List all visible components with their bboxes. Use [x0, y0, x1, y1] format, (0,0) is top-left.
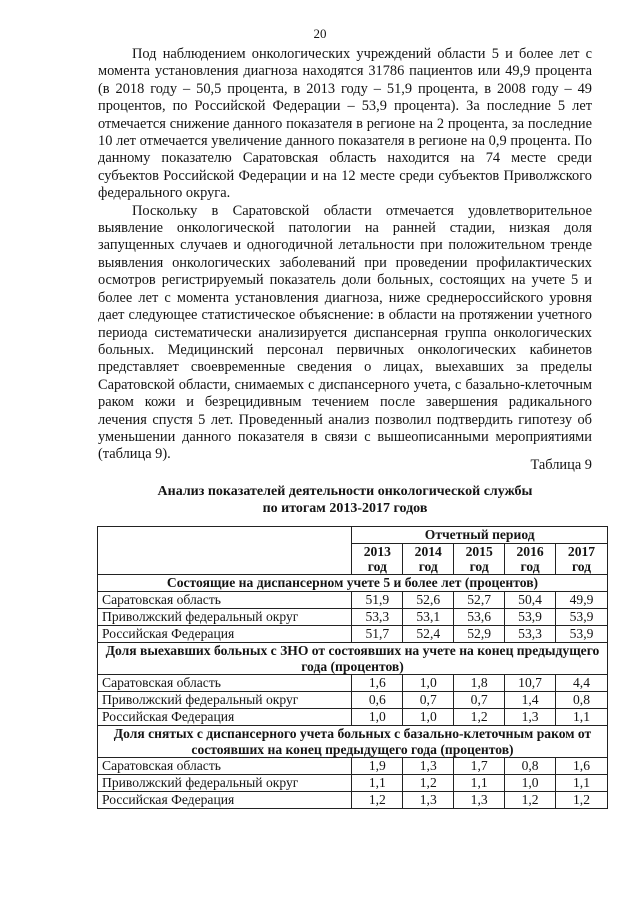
value-cell: 1,3 [403, 792, 454, 809]
value-cell: 1,2 [352, 792, 403, 809]
year-number: 2016 [516, 544, 544, 559]
period-header: Отчетный период [352, 527, 608, 544]
year-number: 2017 [567, 544, 596, 559]
value-cell: 1,1 [556, 775, 608, 792]
table-row [98, 692, 608, 709]
row-label: Саратовская область [98, 758, 352, 775]
value-cell: 0,8 [505, 758, 556, 775]
value-cell: 1,0 [403, 709, 454, 726]
row-label: Приволжский федеральный округ [98, 609, 352, 626]
value-cell: 53,1 [403, 609, 454, 626]
value-cell: 51,7 [352, 626, 403, 643]
table-row [98, 592, 608, 609]
value-cell: 51,9 [352, 592, 403, 609]
value-cell: 53,3 [505, 626, 556, 643]
year-suffix: год [520, 559, 540, 574]
table-row [98, 792, 608, 809]
value-cell: 1,2 [454, 709, 505, 726]
section-title: Доля снятых с диспансерного учета больных с базально-клеточным раком от состоявших на конец предыдущего года (процентов) [98, 726, 608, 758]
table-row [98, 626, 608, 643]
year-header [352, 544, 403, 575]
row-label: Приволжский федеральный округ [98, 775, 352, 792]
table-body [98, 527, 608, 809]
value-cell: 52,6 [403, 592, 454, 609]
value-cell: 1,4 [505, 692, 556, 709]
paragraph: Поскольку в Саратовской области отмечается удовлетворительное выявление онкологической патологии на ранней стадии, низкая доля запущенных случаев и одногодичной летальности при положительном тренде выявления онкологических заболеваний при проведении профилактических осмотров регистрируемый показатель доли больных, состоящих на учете 5 и более лет с момента установления диагноза, ниже среднероссийского уровня дает следующее статистическое объяснение: в области на протяжении учетного периода систематически анализируется диспансерная группа онкологических больных. Медицинский персонал первичных онкологических кабинетов представляет своевременные сведения о лицах, выехавших за пределы Саратовской области, снимаемых с диспансерного учета, с базально-клеточным раком кожи и безрецидивным течением после завершения радикального лечения спустя 5 лет. Проведенный анализ позволил подтвердить гипотезу об уменьшении данного показателя в связи с вышеописанными мероприятиями (таблица 9). [98, 202, 592, 463]
value-cell: 53,6 [454, 609, 505, 626]
value-cell: 1,3 [454, 792, 505, 809]
row-label: Российская Федерация [98, 792, 352, 809]
year-suffix: год [367, 559, 387, 574]
value-cell: 1,3 [505, 709, 556, 726]
table-row [98, 709, 608, 726]
value-cell: 49,9 [556, 592, 608, 609]
value-cell: 1,1 [454, 775, 505, 792]
value-cell: 53,9 [556, 609, 608, 626]
section-title: Доля выехавших больных с ЗНО от состоявших на учете на конец предыдущего года (процентов) [98, 643, 608, 675]
value-cell: 1,9 [352, 758, 403, 775]
year-header [505, 544, 556, 575]
table-title [98, 483, 592, 517]
row-label: Саратовская область [98, 592, 352, 609]
section-header-row [98, 726, 608, 758]
year-header [454, 544, 505, 575]
section-header-row [98, 643, 608, 675]
value-cell: 1,2 [403, 775, 454, 792]
value-cell: 53,9 [556, 626, 608, 643]
value-cell: 52,4 [403, 626, 454, 643]
value-cell: 1,2 [505, 792, 556, 809]
value-cell: 52,7 [454, 592, 505, 609]
value-cell: 1,6 [556, 758, 608, 775]
table-caption: Таблица 9 [530, 457, 592, 473]
page-number: 20 [313, 26, 327, 41]
year-suffix: год [469, 559, 489, 574]
table-row [98, 775, 608, 792]
value-cell: 50,4 [505, 592, 556, 609]
table-title-line: Анализ показателей деятельности онкологической службы [157, 484, 533, 499]
year-header [403, 544, 454, 575]
value-cell: 53,3 [352, 609, 403, 626]
value-cell: 0,7 [403, 692, 454, 709]
header-empty-cell [98, 527, 352, 575]
year-suffix: год [418, 559, 438, 574]
table-row [98, 758, 608, 775]
section-title: Состоящие на диспансерном учете 5 и более лет (процентов) [98, 575, 608, 592]
value-cell: 53,9 [505, 609, 556, 626]
row-label: Приволжский федеральный округ [98, 692, 352, 709]
value-cell: 52,9 [454, 626, 505, 643]
value-cell: 1,3 [403, 758, 454, 775]
value-cell: 1,1 [352, 775, 403, 792]
value-cell: 1,6 [352, 675, 403, 692]
paragraph: Под наблюдением онкологических учреждений области 5 и более лет с момента установления диагноза находятся 31786 пациентов или 49,9 процента (в 2018 году – 50,5 процента, в 2013 году – 51,9 процента, в 2008 году – 49 процентов, по Российской Федерации – 53,9 процента). За последние 5 лет отмечается снижение данного показателя в регионе на 2 процента, за последние 10 лет отмечается увеличение данного показателя в регионе на 0,9 процента. По данному показателю Саратовская область находится на 74 месте среди субъектов Российской Федерации и на 12 месте среди субъектов Приволжского федерального округа. [98, 46, 592, 202]
year-suffix: год [571, 559, 592, 574]
section-header-row [98, 575, 608, 592]
value-cell: 0,6 [352, 692, 403, 709]
table-row [98, 675, 608, 692]
value-cell: 1,8 [454, 675, 505, 692]
value-cell: 0,7 [454, 692, 505, 709]
value-cell: 1,0 [505, 775, 556, 792]
year-number: 2014 [414, 544, 442, 559]
value-cell: 4,4 [556, 675, 608, 692]
year-header [556, 544, 608, 575]
value-cell: 1,7 [454, 758, 505, 775]
value-cell: 1,2 [556, 792, 608, 809]
year-number: 2015 [465, 544, 493, 559]
body-text [98, 46, 592, 464]
statistics-table [97, 526, 608, 809]
value-cell: 1,1 [556, 709, 608, 726]
value-cell: 1,0 [403, 675, 454, 692]
value-cell: 10,7 [505, 675, 556, 692]
table-title-line: по итогам 2013-2017 годов [262, 501, 428, 516]
row-label: Российская Федерация [98, 626, 352, 643]
row-label: Саратовская область [98, 675, 352, 692]
value-cell: 0,8 [556, 692, 608, 709]
table-header-row [98, 527, 608, 544]
table-row [98, 609, 608, 626]
year-number: 2013 [363, 544, 391, 559]
row-label: Российская Федерация [98, 709, 352, 726]
value-cell: 1,0 [352, 709, 403, 726]
